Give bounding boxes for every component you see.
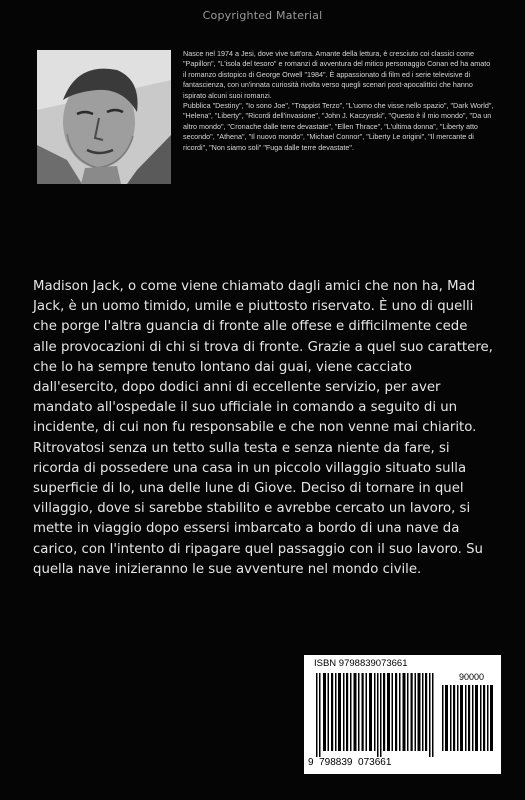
ean-bars — [316, 673, 493, 757]
author-portrait-illustration — [37, 50, 171, 184]
isbn-label: ISBN 9798839073661 — [314, 658, 408, 669]
book-synopsis: Madison Jack, o come viene chiamato dagli amici che non ha, Mad Jack, è un uomo timido, umile e piuttosto riservato. È uno di quelli che porge l'altra guancia di fronte alle offese e difficilmente cede alle provocazioni di chi si trova di fronte. Grazie a quel suo carattere, che lo ha sempre tenuto lontano dai guai, viene cacciato dall'esercito, dopo dodici anni di eccellente servizio, per aver mandato all'ospedale il suo ufficiale in comando a seguito di un incidente, di cui non fu responsabile e che non venne mai chiarito. Ritrovatosi senza un tetto sulla testa e senza niente da fare, si ricorda di possedere una casa in un piccolo villaggio situato sulla superficie di Io, una delle lune di Giove. Deciso di tornare in quel villaggio, dove si sarebbe stabilito e avrebbe cercato un lavoro, si mette in viaggio dopo essersi imbarcato a bordo di una nave da carico, con l'intento di ripagare quel passaggio con il suo lavoro. Su quella nave inizieranno le sue avventure nel mondo civile. — [33, 279, 493, 577]
author-photo — [37, 50, 171, 184]
author-bio — [183, 49, 495, 153]
author-bio-paragraph: Nasce nel 1974 a Jesi, dove vive tutt'ora. Amante della lettura, è cresciuto coi classici come "Papillon", "L'isola del tesoro" e romanzi di avventura del mitico personaggio Conan ed ha amato il romanzo distopico di George Orwell "1984". È appassionato di film ed i serie televisive di fantascienza, con un'innata curiosità rivolta verso quegli scenari post-apocalittici che hanno ispirato alcuni suoi romanzi. — [183, 49, 491, 100]
barcode-digits: 9 798839 073661 — [308, 757, 392, 768]
price-code: 90000 — [459, 672, 485, 682]
author-bio-publications: Pubblica "Destiny", "Io sono Joe", "Trappist Terzo", "L'uomo che visse nello spazio", "Dark World", "Helena", "Liberty", "Ricordi dell'invasione", "John J. Kaczynski", "Questo è il mio mondo", "Da un altro mondo", "Cronache dalle terre devastate", "Ellen Thrace", "L'ultima donna", "Liberty atto secondo", "Athena", "Il nuovo mondo", "Michael Connor", "Liberty Le origini", "Il mercante di ricordi", "Non siamo soli" "Fuga dalle terre devastate". — [183, 101, 494, 152]
isbn-barcode-box — [304, 655, 501, 774]
barcode-icon — [312, 671, 497, 759]
copyright-watermark: Copyrighted Material — [202, 9, 323, 22]
